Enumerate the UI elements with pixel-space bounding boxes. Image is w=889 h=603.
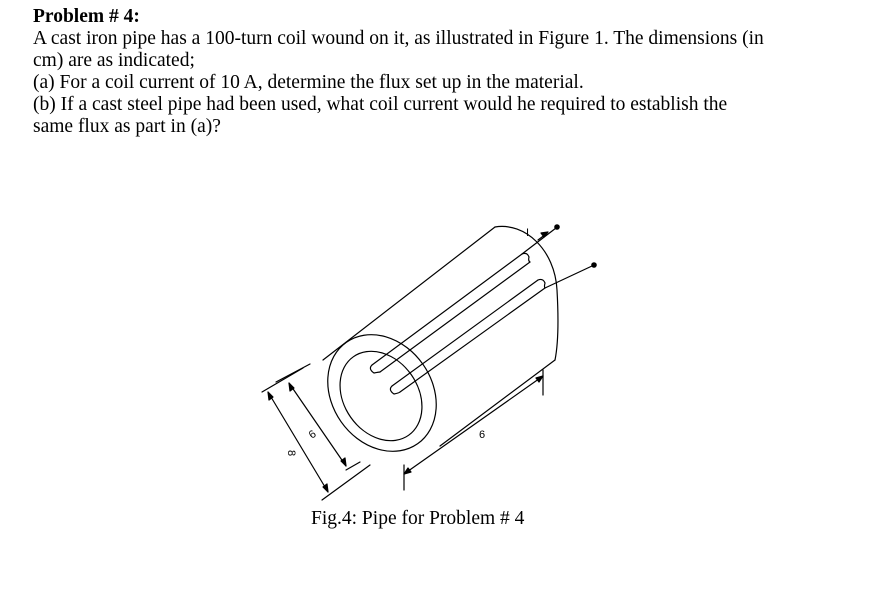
coil-terminal-1 — [555, 225, 559, 229]
pipe-far-end — [495, 226, 558, 360]
figure-caption: Fig.4: Pipe for Problem # 4 — [311, 508, 525, 529]
problem-line-2: cm) are as indicated; — [33, 50, 195, 71]
pipe-diagram — [240, 205, 640, 505]
coil-wire-1 — [372, 254, 522, 365]
dim-length-label: 6 — [479, 429, 486, 441]
problem-title: Problem # 4: — [33, 6, 140, 27]
dim-length-arrow-front — [404, 468, 411, 474]
problem-line-4: (b) If a cast steel pipe had been used, what coil current would he required to establish the — [33, 94, 728, 115]
coil-lead-2 — [545, 266, 592, 288]
current-label: I — [526, 227, 530, 239]
dim-ext-top-inner — [276, 364, 310, 382]
pipe-inner-rim — [323, 335, 439, 456]
coil-loop-back-2 — [538, 279, 545, 288]
pipe-outer-rim — [305, 314, 458, 473]
coil-loop-front-1 — [370, 365, 380, 373]
coil-loop-front-2 — [390, 386, 400, 394]
dim-length-arrow-back — [536, 376, 543, 382]
pipe-silhouette-bottom — [440, 360, 555, 446]
dim-length-line — [404, 376, 543, 474]
dim-outer-line — [268, 392, 328, 492]
dim-outer-label: 8 — [285, 450, 297, 457]
problem-line-1: A cast iron pipe has a 100-turn coil wound on it, as illustrated in Figure 1. The dimensions (in — [33, 28, 764, 49]
problem-line-3: (a) For a coil current of 10 A, determine the flux set up in the material. — [33, 72, 584, 93]
pipe-figure — [240, 205, 640, 505]
coil-terminal-2 — [592, 263, 596, 267]
coil-wire-2 — [380, 262, 530, 372]
problem-statement — [33, 6, 873, 138]
problem-line-5: same flux as part in (a)? — [33, 116, 221, 137]
dim-inner-label: 6 — [306, 428, 319, 442]
coil-loop-back-1 — [522, 253, 530, 262]
dim-ext-bottom-inner — [346, 462, 360, 470]
